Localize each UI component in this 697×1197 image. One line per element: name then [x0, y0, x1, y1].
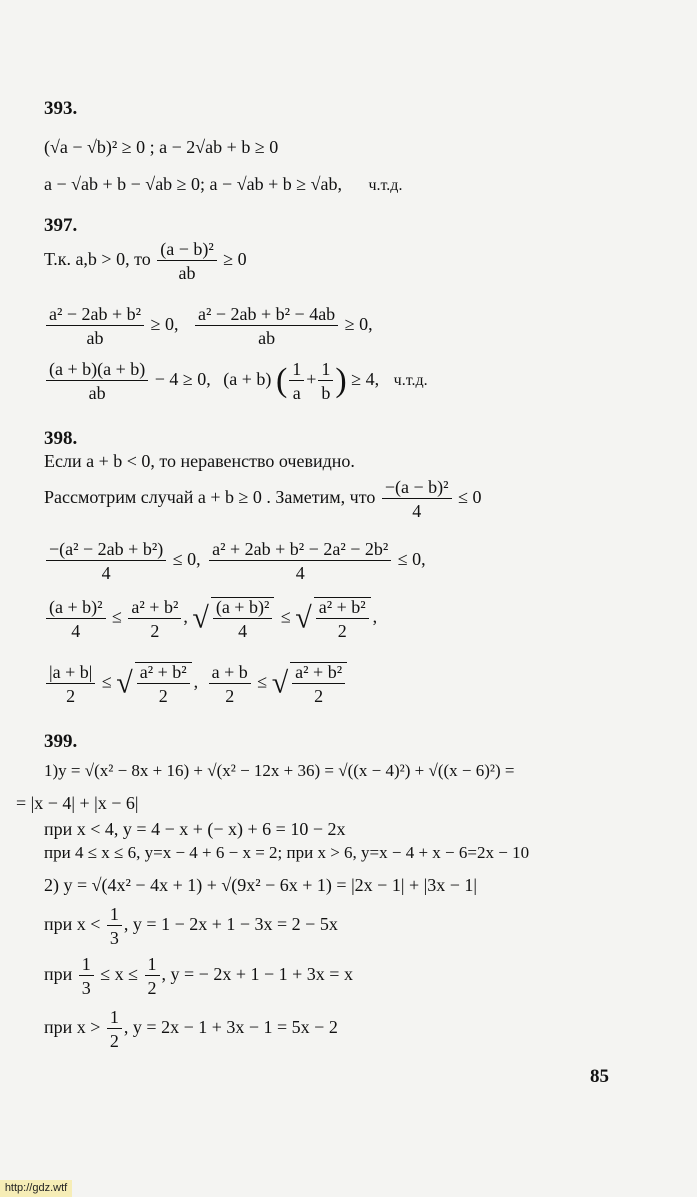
case-suffix: , y = 2x − 1 + 3x − 1 = 5x − 2: [123, 1017, 338, 1038]
page-number: 85: [590, 1066, 609, 1087]
p393-line-1: (√a − √b)² ≥ 0 ; a − 2√ab + b ≥ 0: [44, 137, 279, 157]
p393-line-2: [44, 175, 402, 194]
denominator: 2: [314, 686, 324, 706]
relation: ≤ 0: [458, 487, 482, 508]
relation: ≥ 0,: [150, 314, 179, 335]
problem-number-399: 399.: [44, 731, 78, 752]
denominator: 4: [101, 563, 111, 583]
relation: − 4 ≥ 0,: [154, 369, 211, 390]
p399-line-4: при 4 ≤ x ≤ 6, y=x − 4 + 6 − x = 2; при x > 6, y=x − 4 + x − 6=2x − 10: [44, 843, 530, 862]
p398-line-2: [44, 478, 481, 520]
numerator: a² − 2ab + b² − 4ab: [195, 305, 338, 326]
comma: ,: [372, 606, 378, 627]
numerator: (a + b)²: [46, 598, 106, 619]
case-prefix: при x <: [44, 914, 101, 935]
denominator: 2: [150, 620, 160, 641]
denominator: 4: [71, 620, 81, 641]
p398-line-1: Если a + b < 0, то неравенство очевидно.: [44, 451, 355, 471]
numerator: 1: [79, 955, 94, 976]
denominator: 2: [147, 978, 157, 998]
case-middle: ≤ x ≤: [100, 964, 139, 985]
denominator: b: [321, 383, 331, 403]
watermark-link[interactable]: http://gdz.wtf: [0, 1180, 72, 1197]
numerator: 1: [107, 1008, 122, 1029]
numerator: 1: [318, 360, 333, 381]
fraction: [79, 955, 94, 997]
fraction: [46, 360, 148, 402]
fraction: [46, 663, 95, 705]
p393-line-2-text: a − √ab + b − √ab ≥ 0; a − √ab + b ≥ √ab,: [44, 174, 342, 194]
case-suffix: , y = − 2x + 1 − 1 + 3x = x: [161, 964, 353, 985]
relation: ≥ 0,: [344, 314, 373, 335]
numerator: −(a² − 2ab + b²): [46, 540, 166, 561]
denominator: 4: [295, 563, 305, 583]
denominator: ab: [178, 263, 196, 283]
relation: ≤ 0,: [172, 549, 201, 570]
fraction: [145, 955, 160, 997]
numerator: 1: [107, 905, 122, 926]
denominator: 4: [412, 501, 422, 521]
p398-line-2-text: Рассмотрим случай a + b ≥ 0 . Заметим, что: [44, 487, 376, 508]
numerator: |a + b|: [46, 663, 95, 684]
numerator: a + b: [209, 663, 251, 684]
p397-line-3: $\frac{(a + b)(a + b)}{ab}$ − 4 ≥ 0, (a + b) ( $\frac{1}{a}$ + $\frac{1}{b}$ ) ≥ 4, ч.т.д.: [44, 360, 428, 402]
fraction: [107, 905, 122, 947]
comma: ,: [193, 671, 199, 692]
denominator: 3: [109, 928, 119, 948]
fraction: [46, 540, 166, 582]
case-suffix: , y = 1 − 2x + 1 − 3x = 2 − 5x: [123, 914, 338, 935]
p399-line-2: = |x − 4| + |x − 6|: [16, 793, 139, 813]
denominator: 2: [337, 621, 347, 641]
numerator: a² + 2ab + b² − 2a² − 2b²: [209, 540, 391, 561]
fraction: [46, 598, 106, 640]
numerator: a² + b²: [137, 663, 190, 684]
denominator: a: [292, 383, 301, 403]
numerator: a² + b²: [128, 598, 181, 619]
p398-line-3: [44, 540, 426, 582]
relation: ≥ 4,: [351, 369, 380, 390]
p399-case-3: [44, 1008, 338, 1050]
denominator: ab: [86, 328, 104, 348]
denominator: 2: [225, 685, 235, 706]
fraction: [46, 305, 144, 347]
right-paren: ): [335, 362, 347, 399]
p397-line-1-suffix: ≥ 0: [223, 249, 247, 270]
fraction: [209, 663, 251, 705]
p397-line-1-prefix: Т.к. a,b > 0, то: [44, 249, 151, 270]
p398-line-5: [44, 662, 349, 705]
fraction: [107, 1008, 122, 1050]
numerator: (a − b)²: [157, 240, 217, 261]
numerator: 1: [145, 955, 160, 976]
fraction: [128, 598, 181, 640]
fraction: [211, 597, 275, 640]
p397-line-2: [44, 305, 373, 347]
relation: ≤: [257, 671, 268, 692]
p399-line-5: 2) y = √(4x² − 4x + 1) + √(9x² − 6x + 1) = |2x − 1| + |3x − 1|: [44, 875, 477, 895]
denominator: 2: [109, 1031, 119, 1051]
p399-case-2: [44, 955, 353, 997]
fraction: [209, 540, 391, 582]
relation: ≤: [280, 606, 291, 627]
problem-number-393: 393.: [44, 98, 78, 119]
fraction: [135, 662, 192, 705]
p397-line-1: [44, 240, 247, 282]
numerator: −(a − b)²: [382, 478, 452, 499]
left-paren: (: [275, 362, 288, 399]
comma: ,: [183, 606, 188, 627]
factor: (a + b): [223, 369, 272, 390]
denominator: 3: [81, 978, 91, 998]
denominator: ab: [88, 383, 106, 403]
numerator: (a + b)²: [213, 598, 273, 619]
fraction: [382, 478, 452, 520]
problem-number-397: 397.: [44, 215, 78, 236]
denominator: 2: [158, 686, 168, 706]
fraction: [195, 305, 338, 347]
denominator: ab: [258, 328, 276, 348]
fraction: [289, 360, 304, 402]
qed-mark: ч.т.д.: [393, 372, 428, 390]
fraction: [157, 240, 217, 282]
relation: ≤ 0,: [397, 549, 426, 570]
problem-number-398: 398.: [44, 428, 78, 449]
numerator: a² − 2ab + b²: [46, 305, 144, 326]
p398-line-4: [44, 597, 377, 640]
relation: ≤: [101, 671, 112, 692]
denominator: 2: [66, 685, 76, 706]
radical-sign: √: [192, 601, 209, 635]
relation: ≤: [112, 606, 122, 627]
fraction: [314, 597, 371, 640]
denominator: 4: [238, 621, 248, 641]
qed-mark: ч.т.д.: [368, 177, 403, 194]
numerator: 1: [289, 360, 304, 381]
numerator: a² + b²: [316, 598, 369, 619]
radical-sign: √: [295, 601, 312, 635]
p399-case-1: [44, 905, 338, 947]
numerator: (a + b)(a + b): [46, 360, 148, 381]
radical-sign: √: [271, 666, 289, 700]
numerator: a² + b²: [292, 663, 345, 684]
p399-line-3: при x < 4, y = 4 − x + (− x) + 6 = 10 − 2x: [44, 819, 346, 839]
radical-sign: √: [116, 666, 133, 700]
fraction: [318, 360, 333, 402]
case-prefix: при x >: [44, 1017, 101, 1038]
case-prefix: при: [44, 964, 73, 985]
p399-line-1: 1)y = √(x² − 8x + 16) + √(x² − 12x + 36) = √((x − 4)²) + √((x − 6)²) =: [44, 761, 515, 780]
fraction: [290, 662, 347, 705]
